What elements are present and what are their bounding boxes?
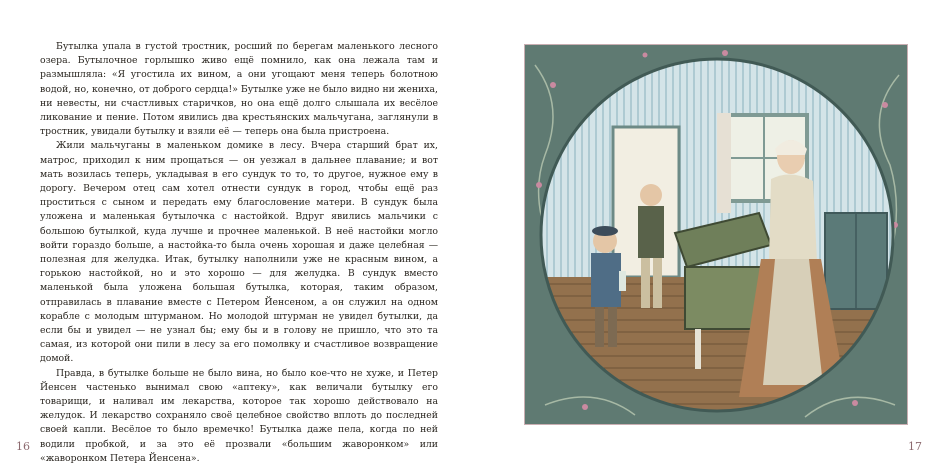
- paragraph: Жили мальчуганы в маленьком домике в лесу. Вчера старший брат их, матрос, приходил к ним прощаться — он уезжал в дальнее плавание; и вот мать возилась теперь, укладывая в его сундук то то, то другое, нужное ему в дорогу. Вечером отец сам хотел отнести сундук в город, чтобы ещё раз проститься с сыном и передать ему благословение матери. В сундук была уложена и маленькая бутылочка с настойкой. Вдруг явились мальчики с большою бутылкой, куда лучше и прочнее маленькой. В неё настойки могло войти гораздо больше, а настойка-то была очень хорошая и даже целебная — полезная для желудка. Итак, бутылку наполнили уже не красным вином, а горькою настойкой, но и это хорошо — для желудка. В сундук вместо маленькой была уложена большая бутылка, которая, таким образом, отправилась в плавание вместе с Петером Йенсеном, а он служил на одном корабле с молодым штурманом. Но молодой штурман не увидел бутылки, да если бы и увидел — не узнал бы; ему бы и в голову не пришло, что это та самая, из которой они пили в лесу за его помолвку и счастливое возвращение домой.: [40, 140, 438, 365]
- page-number-right: 17: [908, 440, 922, 453]
- bottle-icon: [619, 271, 626, 291]
- paragraph: Правда, в бутылке больше не было вина, но было кое-что не хуже, и Петер Йенсен частенько вынимал свою «аптеку», как величали бутылку его товарищи, и наливал им лекарства, которое так хорошо действовало на желудок. И лекарство сохраняло своё целебное свойство вплоть до последней своей капли. Весёлое то было времечко! Бутылка даже пела, когда по ней водили пробкой, и за это её прозвали «большим жаворонком» или «жаворонком Петера Йенсена».: [40, 367, 438, 464]
- illustration: [524, 44, 908, 425]
- story-text: [40, 40, 438, 466]
- right-page: [469, 0, 938, 472]
- paragraph: Бутылка упала в густой тростник, росший по берегам маленького лесного озера. Бутылочное горлышко живо ещё помнило, как она лежала там и размышляла: «Я угостила их вином, а они угощают меня теперь болотною водой, но, конечно, от доброго сердца!» Бутылке уже не было видно ни жениха, ни невесты, ни счастливых старичков, но она ещё долго слышала их весёлое ликование и пение. Потом явились два крестьянских мальчугана, заглянули в тростник, увидали бутылку и взяли её — теперь она была пристроена.: [40, 41, 438, 138]
- page-number-left: 16: [16, 440, 30, 453]
- illustration-art: [525, 45, 908, 425]
- curtain: [717, 113, 731, 213]
